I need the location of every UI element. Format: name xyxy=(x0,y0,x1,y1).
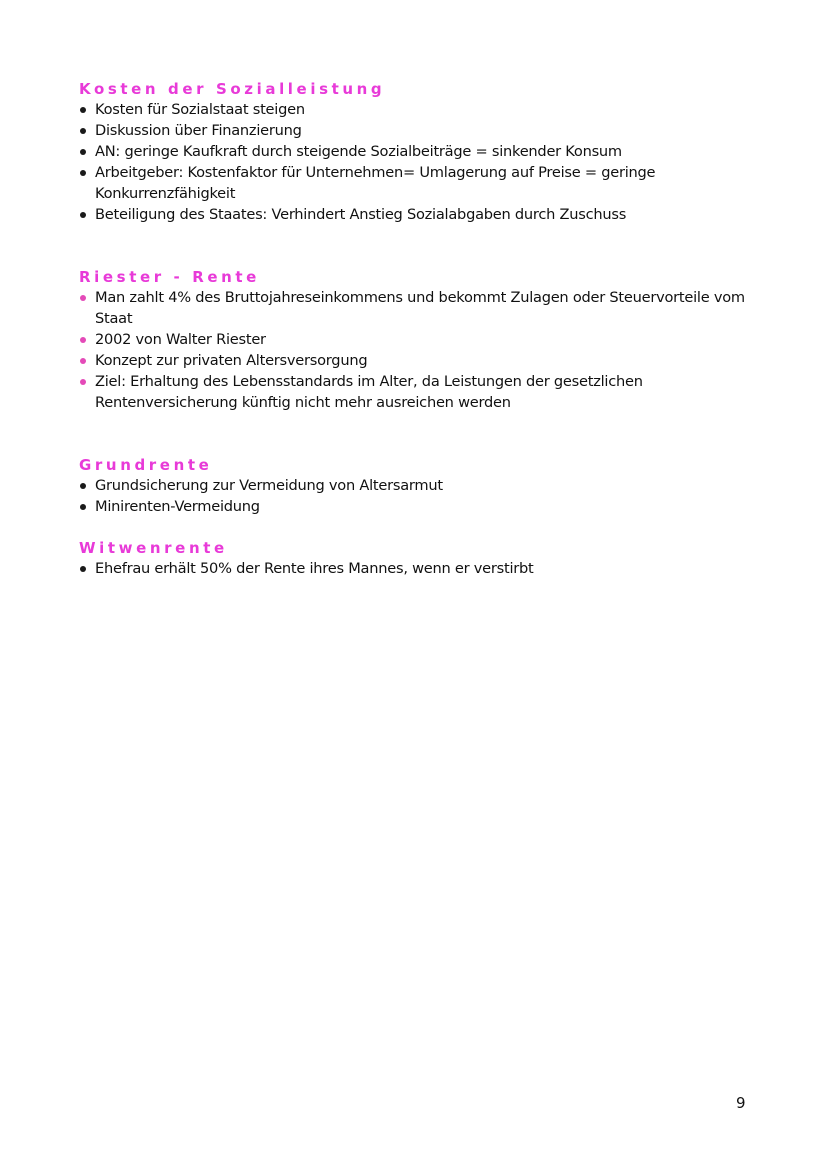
list-item-text: Konzept zur privaten Altersversorgung xyxy=(95,352,368,369)
section-riester-rente xyxy=(79,267,759,413)
list-item-text: Diskussion über Finanzierung xyxy=(95,122,302,139)
bullet-icon xyxy=(80,379,86,385)
list-item xyxy=(79,475,759,496)
list-item xyxy=(79,204,759,225)
bullet-icon xyxy=(80,128,86,134)
page-number: 9 xyxy=(736,1094,746,1112)
bullet-icon xyxy=(80,295,86,301)
list-item-text: Beteiligung des Staates: Verhindert Anstieg Sozialabgaben durch Zuschuss xyxy=(95,206,627,223)
bullet-icon xyxy=(80,170,86,176)
list-item-text: Man zahlt 4% des Bruttojahreseinkommens und bekommt Zulagen oder Steuervorteile vom Staat xyxy=(95,289,745,327)
bullet-list xyxy=(79,475,759,517)
section-kosten-der-sozialleistung xyxy=(79,79,759,225)
list-item-text: AN: geringe Kaufkraft durch steigende Sozialbeiträge = sinkender Konsum xyxy=(95,143,622,160)
list-item xyxy=(79,371,759,413)
bullet-icon xyxy=(80,504,86,510)
section-heading: Kosten der Sozialleistung xyxy=(79,80,386,98)
list-item-text: 2002 von Walter Riester xyxy=(95,331,266,348)
section-heading: Witwenrente xyxy=(79,539,228,557)
list-item xyxy=(79,120,759,141)
list-item xyxy=(79,558,759,579)
list-item xyxy=(79,350,759,371)
list-item xyxy=(79,496,759,517)
bullet-icon xyxy=(80,483,86,489)
bullet-icon xyxy=(80,212,86,218)
bullet-list xyxy=(79,287,759,413)
bullet-icon xyxy=(80,358,86,364)
section-heading: Riester - Rente xyxy=(79,268,260,286)
list-item xyxy=(79,329,759,350)
bullet-list xyxy=(79,558,759,579)
bullet-icon xyxy=(80,149,86,155)
list-item-text: Grundsicherung zur Vermeidung von Altersarmut xyxy=(95,477,443,494)
list-item-text: Ehefrau erhält 50% der Rente ihres Mannes, wenn er verstirbt xyxy=(95,560,534,577)
list-item-text: Kosten für Sozialstaat steigen xyxy=(95,101,305,118)
list-item xyxy=(79,141,759,162)
bullet-icon xyxy=(80,107,86,113)
section-heading: Grundrente xyxy=(79,456,213,474)
list-item xyxy=(79,162,759,204)
bullet-list xyxy=(79,99,759,225)
list-item xyxy=(79,99,759,120)
list-item-text: Arbeitgeber: Kostenfaktor für Unternehmen= Umlagerung auf Preise = geringe Konkurrenzfähigkeit xyxy=(95,164,656,202)
list-item xyxy=(79,287,759,329)
section-grundrente xyxy=(79,455,759,517)
list-item-text: Ziel: Erhaltung des Lebensstandards im Alter, da Leistungen der gesetzlichen Rentenversicherung künftig nicht mehr ausreichen werden xyxy=(95,373,643,411)
list-item-text: Minirenten-Vermeidung xyxy=(95,498,260,515)
bullet-icon xyxy=(80,566,86,572)
section-witwenrente xyxy=(79,538,759,579)
bullet-icon xyxy=(80,337,86,343)
